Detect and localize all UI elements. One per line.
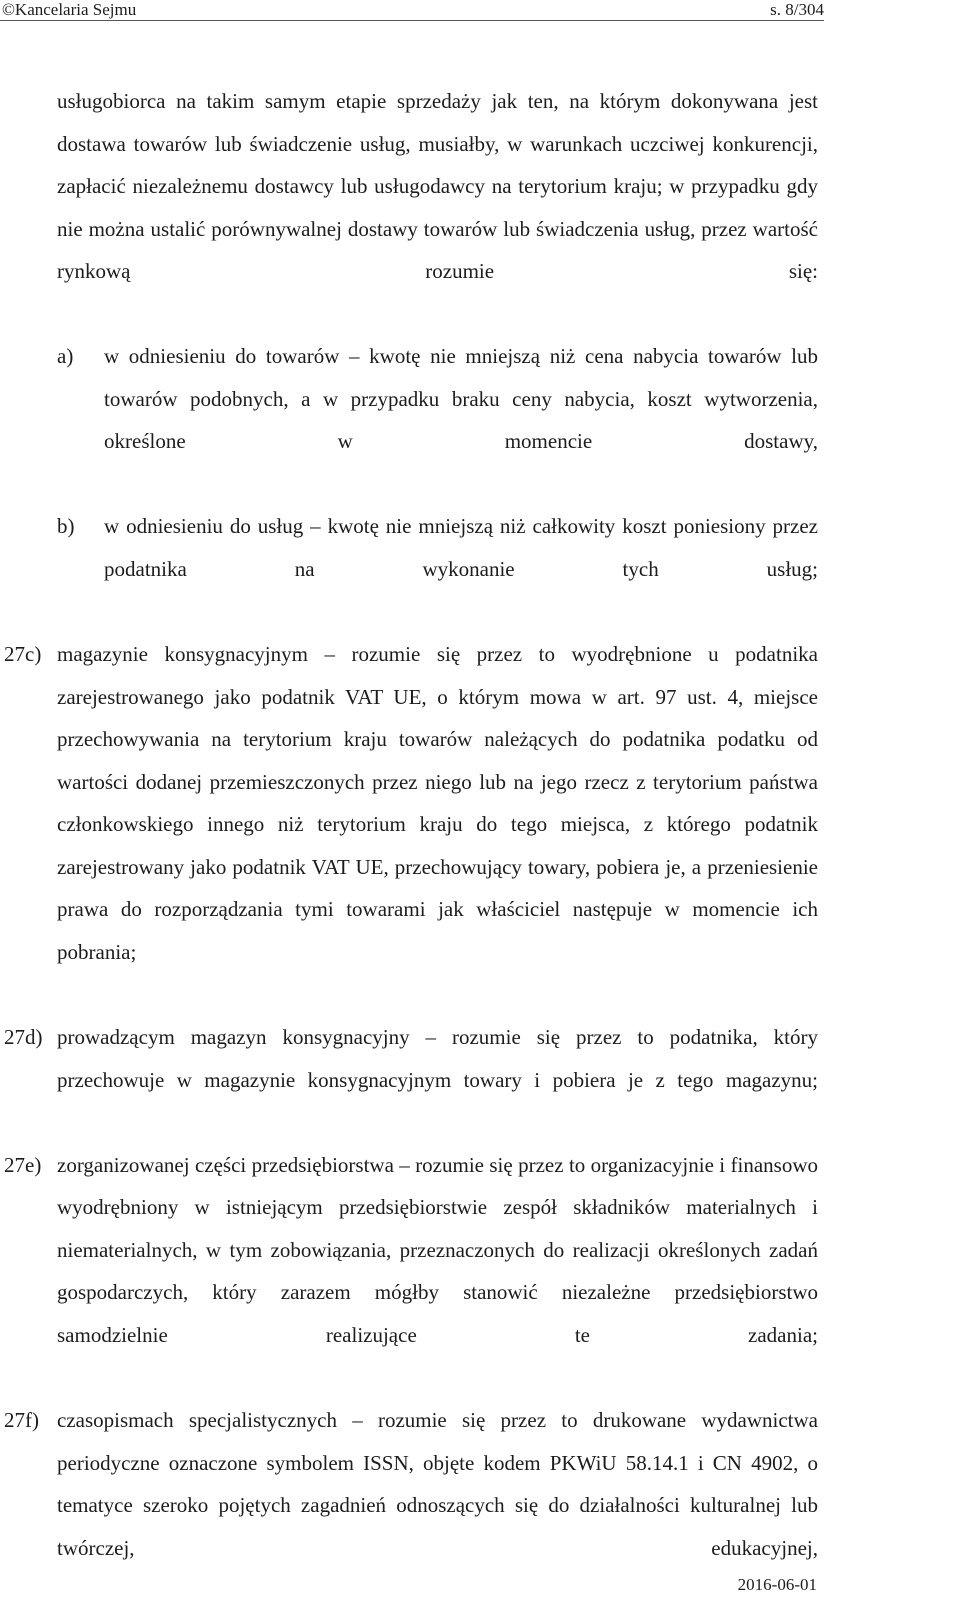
definition-label: 27d) [4, 1025, 43, 1050]
definition-label: 27e) [4, 1152, 42, 1177]
sub-item-a [0, 335, 960, 505]
definition-text: prowadzącym magazyn konsygnacyjny – rozumie się przez to podatnika, który przechowuje w magazynie konsygnacyjnym towary i pobiera je z tego magazynu; [57, 1025, 818, 1092]
definition-27c [0, 633, 960, 1016]
sub-item-label: a) [57, 344, 74, 369]
definition-text: zorganizowanej części przedsiębiorstwa – rozumie się przez to organizacyjnie i finansowo wyodrębniony w istniejącym przedsiębiorstwie zespół składników materialnych i niematerialnych, w tym zobowiązania, przeznaczonych do realizacji określonych zadań gospodarczych, który zarazem mógłby stanowić niezależne przedsiębiorstwo samodzielnie realizujące te zadania; [57, 1152, 818, 1347]
sub-item-b [0, 505, 960, 633]
definition-label: 27f) [4, 1407, 39, 1432]
definition-text: czasopismach specjalistycznych – rozumie się przez to drukowane wydawnictwa periodyczne oznaczone symbolem ISSN, objęte kodem PKWiU 58.14.1 i CN 4902, o tematyce szeroko pojętych zagadnień odnoszących się do działalności kulturalnej lub twórczej, edukacyjnej, [57, 1407, 818, 1560]
page-number: s. 8/304 [770, 0, 824, 19]
definition-text: magazynie konsygnacyjnym – rozumie się przez to wyodrębnione u podatnika zarejestrowanego jako podatnik VAT UE, o którym mowa w art. 97 ust. 4, miejsce przechowywania na terytorium kraju towarów należących do podatnika podatku od wartości dodanej przemieszczonych przez niego lub na jego rzecz z terytorium państwa członkowskiego innego niż terytorium kraju do tego miejsca, z którego podatnik zarejestrowany jako podatnik VAT UE, przechowujący towary, pobiera je, a przeniesienie prawa do rozporządzania tymi towarami jak właściciel następuje w momencie ich pobrania; [57, 642, 818, 964]
definition-27d [0, 1016, 960, 1144]
sub-item-text: w odniesieniu do usług – kwotę nie mniejszą niż całkowity koszt poniesiony przez podatnika na wykonanie tych usług; [104, 514, 818, 582]
copyright-notice: ©Kancelaria Sejmu [2, 0, 137, 19]
document-body [0, 80, 960, 1612]
definition-27e [0, 1144, 960, 1399]
sub-item-label: b) [57, 514, 75, 539]
footer-date: 2016-06-01 [737, 1575, 817, 1594]
page-header [0, 0, 960, 26]
intro-paragraph: usługobiorca na takim samym etapie sprzedaży jak ten, na którym dokonywana jest dostawa towarów lub świadczenie usług, musiałby, w warunkach uczciwej konkurencji, zapłacić niezależnemu dostawcy lub usługodawcy na terytorium kraju; w przypadku gdy nie można ustalić porównywalnej dostawy towarów lub świadczenia usług, przez wartość rynkową rozumie się: [57, 89, 818, 284]
header-rule [0, 20, 824, 21]
definition-label: 27c) [4, 642, 42, 667]
sub-item-text: w odniesieniu do towarów – kwotę nie mniejszą niż cena nabycia towarów lub towarów podobnych, a w przypadku braku ceny nabycia, koszt wytworzenia, określone w momencie dostawy, [104, 344, 818, 454]
